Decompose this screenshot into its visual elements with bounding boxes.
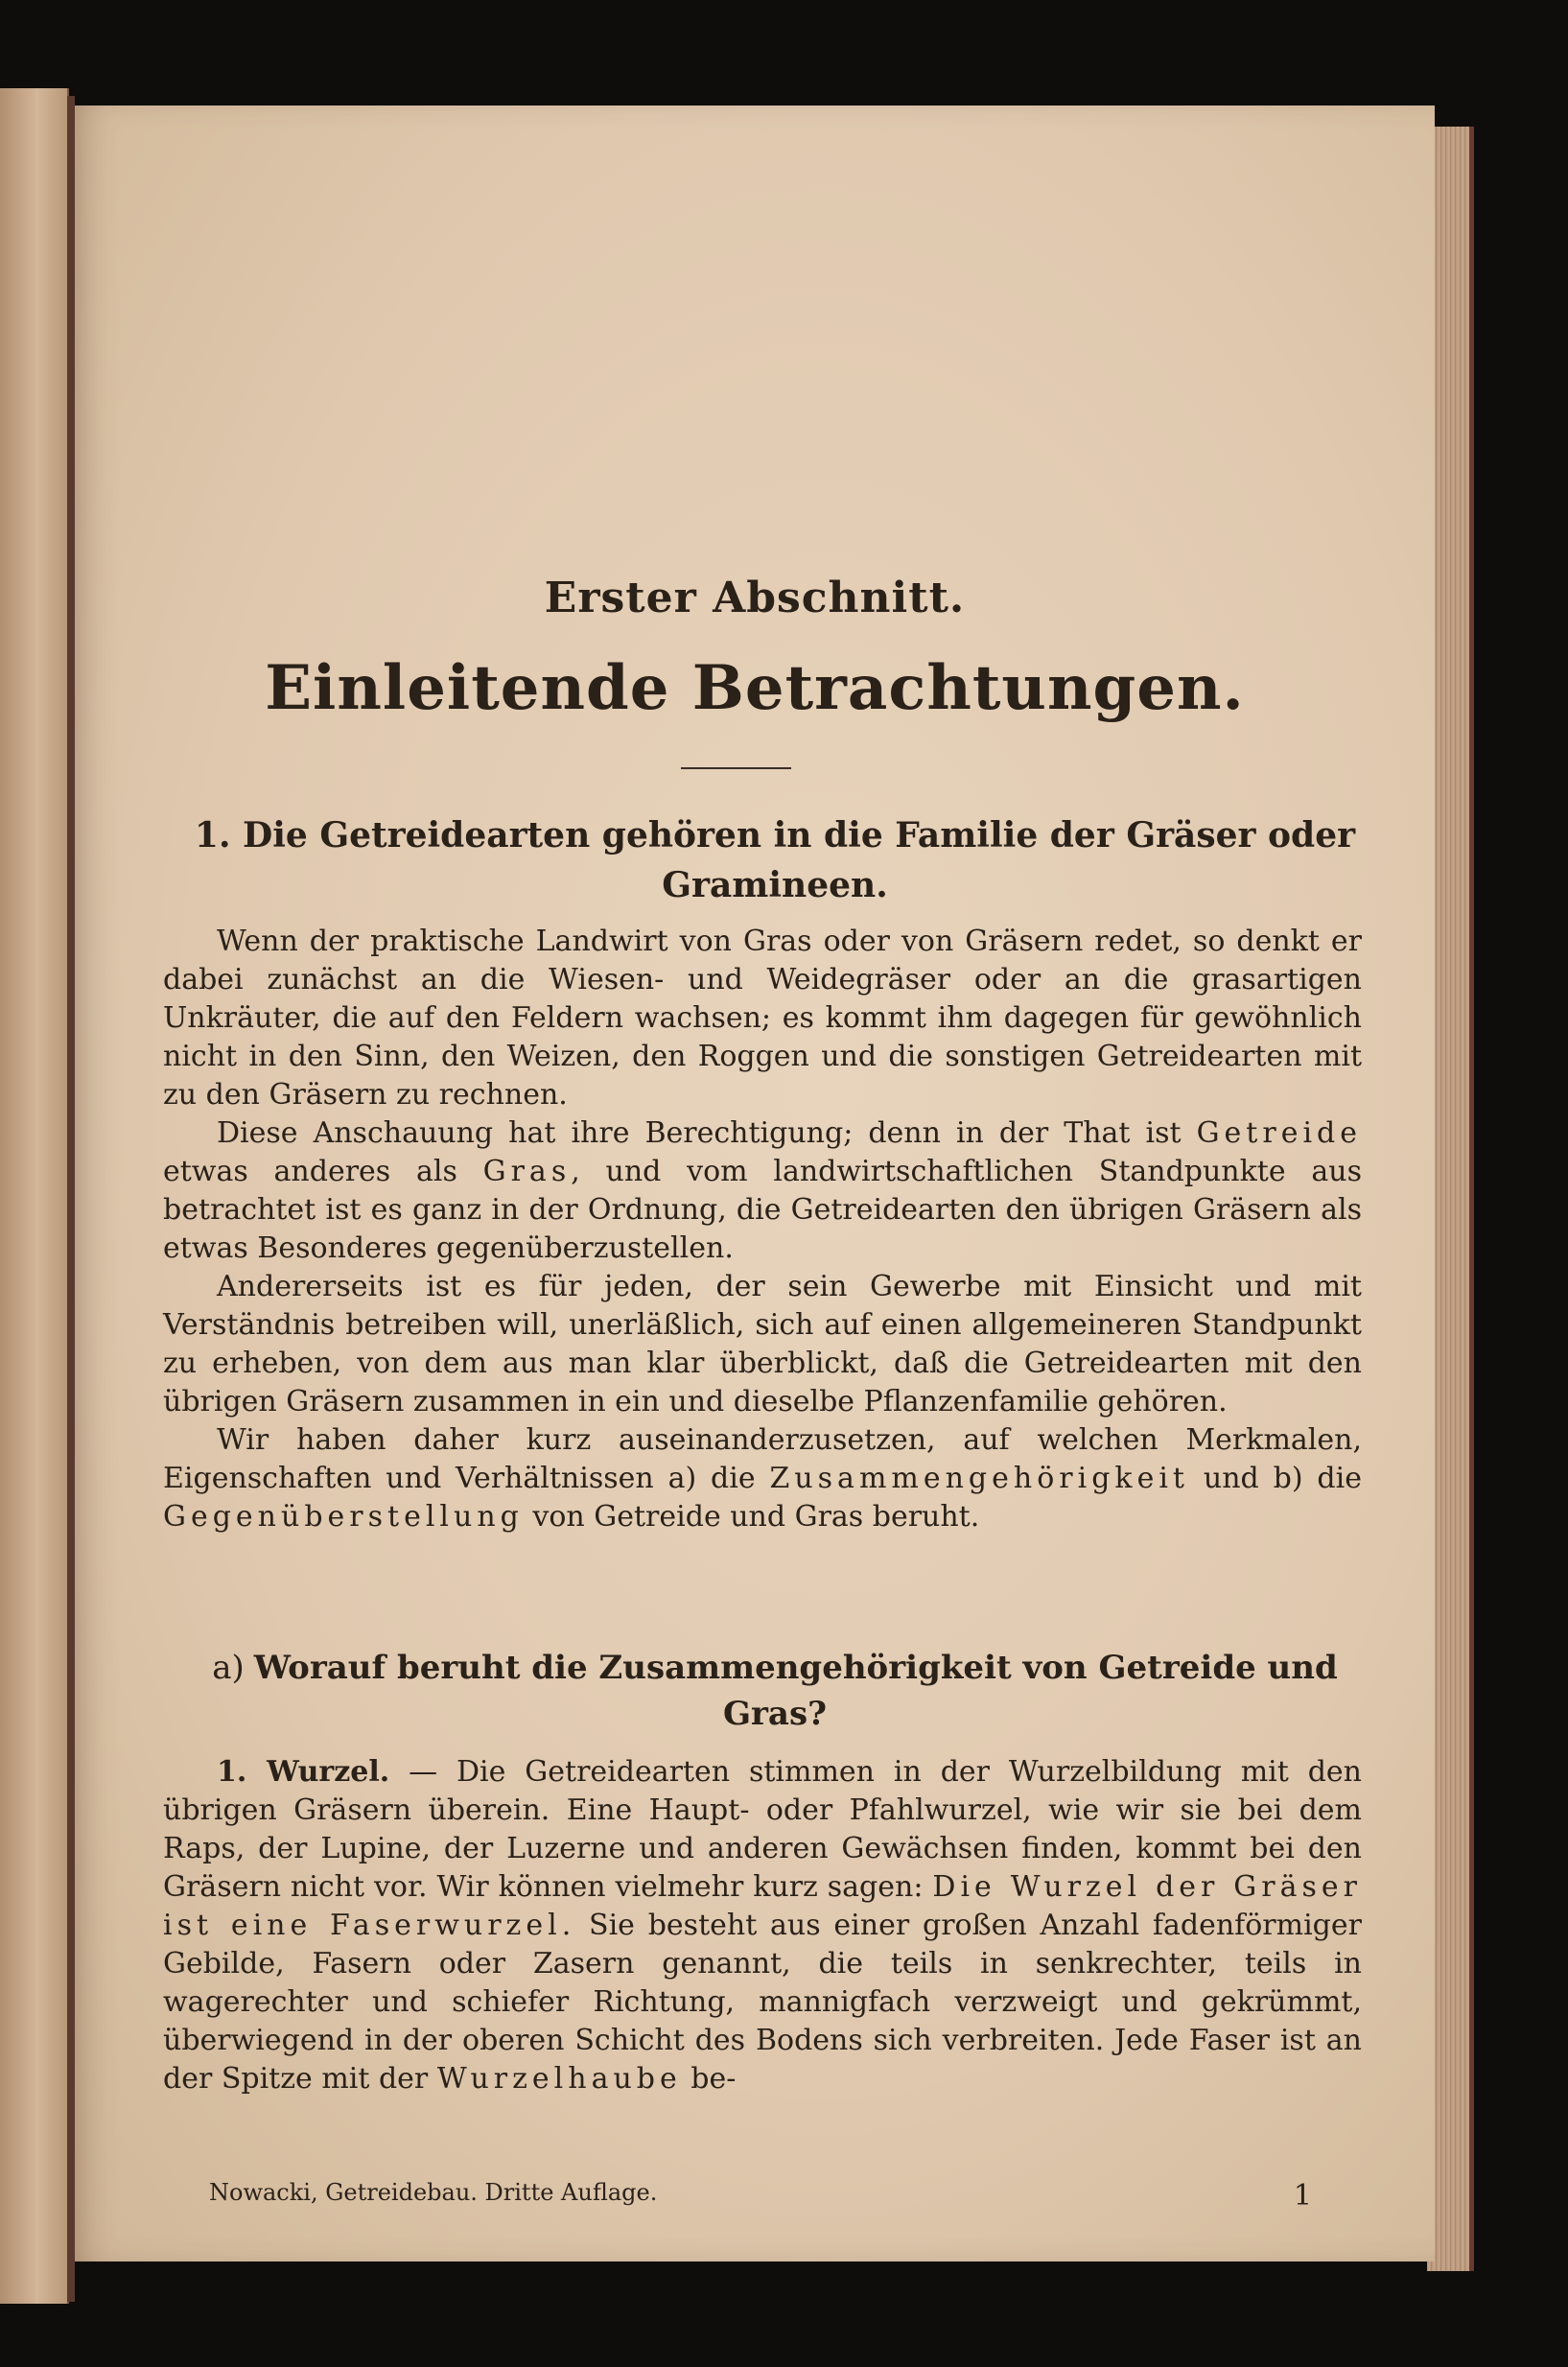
paragraph-2: Diese Anschauung hat ihre Berechtigung; denn in der That ist Getreide etwas anderes als Gras, und vom landwirtschaftlichen Standpunkte aus betrachtet ist es ganz in der Ordnung, die Getreidearten den übrigen Gräsern als etwas Besonderes gegenüberzustellen. (163, 1116, 1362, 1265)
book-spine (67, 96, 75, 2302)
paragraph-1: Wenn der praktische Landwirt von Gras oder von Gräsern redet, so denkt er dabei zunächst an die Wiesen- und Weidegräser oder an die grasartigen Unkräuter, die auf den Feldern wachsen; es kommt ihm dagegen für gewöhnlich nicht in den Sinn, den Weizen, den Roggen und die sonstigen Getreidearten mit zu den Gräsern zu rechnen. (163, 925, 1362, 1112)
heading-2 (209, 1645, 1341, 1737)
section-title: Erster Abschnitt. (544, 574, 966, 622)
heading-2-label: a) (212, 1649, 245, 1687)
heading-2-text: Worauf beruht die Zusammengehörigkeit von Getreide und Gras? (253, 1649, 1338, 1733)
paragraph-3: Andererseits ist es für jeden, der sein Gewerbe mit Einsicht und mit Verständnis betreiben will, unerläßlich, sich auf einen allgemeineren Standpunkt zu erheben, von dem aus man klar überblickt, daß die Getreidearten mit den übrigen Gräsern zusammen in ein und dieselbe Pflanzenfamilie gehören. (163, 1270, 1362, 1418)
emphasis-zusammengehoerigkeit: Zusammengehörigkeit (769, 1462, 1189, 1495)
page-number: 1 (1293, 2179, 1312, 2213)
left-page-edge (0, 88, 69, 2304)
emphasis-getreide: Getreide (1196, 1116, 1362, 1150)
heading-1: 1. Die Getreidearten gehören in die Familie der Gräser oder Gramineen. (194, 815, 1356, 905)
emphasis-gegenueberstellung: Gegenüberstellung (163, 1500, 524, 1534)
body-text (163, 923, 1362, 1536)
emphasis-wurzelhaube: Wurzelhaube (436, 2062, 682, 2096)
footer-citation: Nowacki, Getreidebau. Dritte Auflage. (209, 2179, 658, 2206)
page-footer (209, 2179, 1312, 2213)
main-title: Einleitende Betrachtungen. (265, 652, 1245, 724)
body-text-2 (163, 1753, 1362, 2098)
title-rule (681, 767, 791, 769)
subsection-label: 1. Wurzel. (217, 1755, 390, 1789)
paragraph-4: Wir haben daher kurz auseinanderzusetzen, auf welchen Merkmalen, Eigenschaften und Verhältnissen a) die Zusammengehörigkeit und b) die Gegenüberstellung von Getreide und Gras beruht. (163, 1423, 1362, 1534)
emphasis-gras: Gras (482, 1155, 572, 1188)
book-page (75, 105, 1435, 2262)
emphasis-faserwurzel: Die Wurzel der Gräser ist eine Faserwurzel. (163, 1870, 1362, 1942)
paragraph-5: 1. Wurzel. — Die Getreidearten stimmen in der Wurzelbildung mit den übrigen Gräsern überein. Eine Haupt- oder Pfahlwurzel, wie wir sie bei dem Raps, der Lupine, der Luzerne und anderen Gewächsen finden, kommt bei den Gräsern nicht vor. Wir können vielmehr kurz sagen: Die Wurzel der Gräser ist eine Faserwurzel. Sie besteht aus einer großen Anzahl fadenförmiger Gebilde, Fasern oder Zasern genannt, die teils in senkrechter, teils in wagerechter und schiefer Richtung, mannigfach verzweigt und gekrümmt, überwiegend in der oberen Schicht des Bodens sich verbreiten. Jede Faser ist an der Spitze mit der Wurzelhaube be- (163, 1755, 1362, 2096)
